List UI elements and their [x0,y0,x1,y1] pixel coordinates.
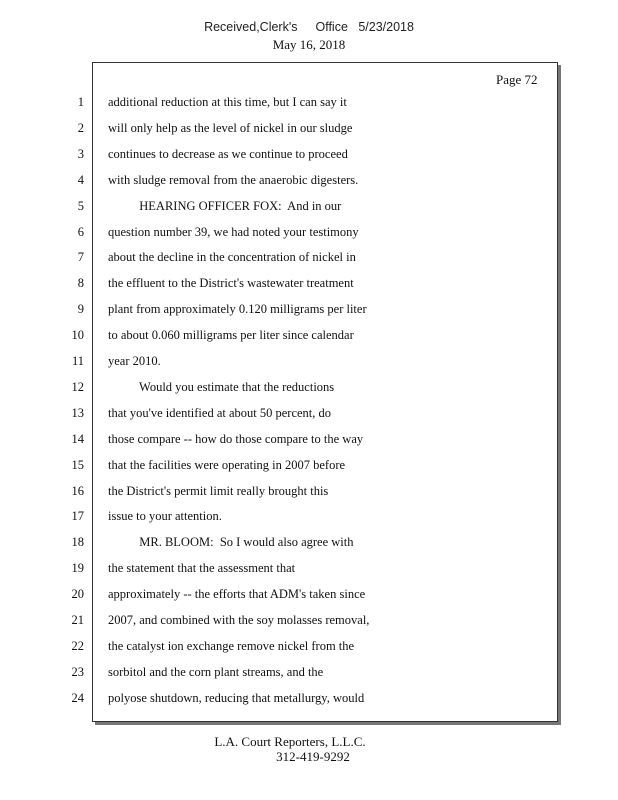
transcript-line: will only help as the level of nickel in our sludge [108,120,353,135]
transcript-line: issue to your attention. [108,509,222,524]
transcript-line: the catalyst ion exchange remove nickel from the [108,638,355,653]
transcript-line: polyose shutdown, reducing that metallurgy, would [108,690,365,705]
transcript-line: approximately -- the efforts that ADM's taken since [108,587,366,602]
stamp-received-clerks: Received,Clerk's [204,20,298,34]
transcript-line: the statement that the assessment that [108,561,296,576]
transcript-line: that you've identified at about 50 percent, do [108,405,332,420]
page-number: Page 72 [496,72,538,87]
hearing-date: May 16, 2018 [272,37,346,52]
line-number: 13 [71,405,84,420]
transcript-line: year 2010. [108,354,161,368]
line-number: 8 [77,276,84,291]
transcript-line: additional reduction at this time, but I can say it [108,95,347,109]
line-number: 19 [71,561,84,576]
line-number: 1 [77,95,84,109]
line-number: 2 [77,120,84,135]
received-stamp [0,20,618,34]
line-number: 10 [71,328,84,343]
line-number: 4 [77,172,84,187]
line-number: 11 [71,354,84,368]
line-number: 18 [71,535,84,550]
line-number: 12 [71,379,84,394]
transcript-line: with sludge removal from the anaerobic digesters. [108,172,359,187]
transcript-line: the effluent to the District's wastewater treatment [108,276,354,291]
transcript-line: sorbitol and the corn plant streams, and the [108,664,324,679]
line-number: 15 [71,457,84,472]
line-number: 16 [71,483,84,498]
transcript-line: to about 0.060 milligrams per liter since calendar [108,328,354,343]
footer-phone: 312-419-9292 [276,749,350,764]
transcript-line: that the facilities were operating in 2007 before [108,457,346,472]
transcript-line: the District's permit limit really brought this [108,483,329,498]
transcript-line: those compare -- how do those compare to the way [108,431,364,446]
transcript-line: about the decline in the concentration of nickel in [108,250,356,265]
footer-company: L.A. Court Reporters, L.L.C. [214,734,366,749]
line-number: 7 [77,250,84,265]
stamp-date: 5/23/2018 [358,20,414,34]
line-number: 20 [71,587,84,602]
line-number: 23 [71,664,84,679]
transcript-line: MR. BLOOM: So I would also agree with [108,535,354,550]
line-number: 22 [71,638,84,653]
stamp-office: Office [315,20,348,34]
line-number: 5 [77,198,84,213]
line-number: 9 [77,302,84,317]
line-number: 6 [77,224,84,239]
line-number: 17 [71,509,84,524]
line-number: 3 [77,146,84,161]
line-number: 21 [71,613,84,627]
transcript-line: HEARING OFFICER FOX: And in our [108,198,342,213]
transcript-line: question number 39, we had noted your testimony [108,224,359,239]
line-number: 14 [71,431,84,446]
transcript-line: continues to decrease as we continue to proceed [108,146,348,161]
transcript-line: plant from approximately 0.120 milligrams per liter [108,302,367,317]
line-number: 24 [71,690,84,705]
transcript-line: Would you estimate that the reductions [108,379,335,394]
transcript-line: 2007, and combined with the soy molasses removal, [108,613,370,627]
